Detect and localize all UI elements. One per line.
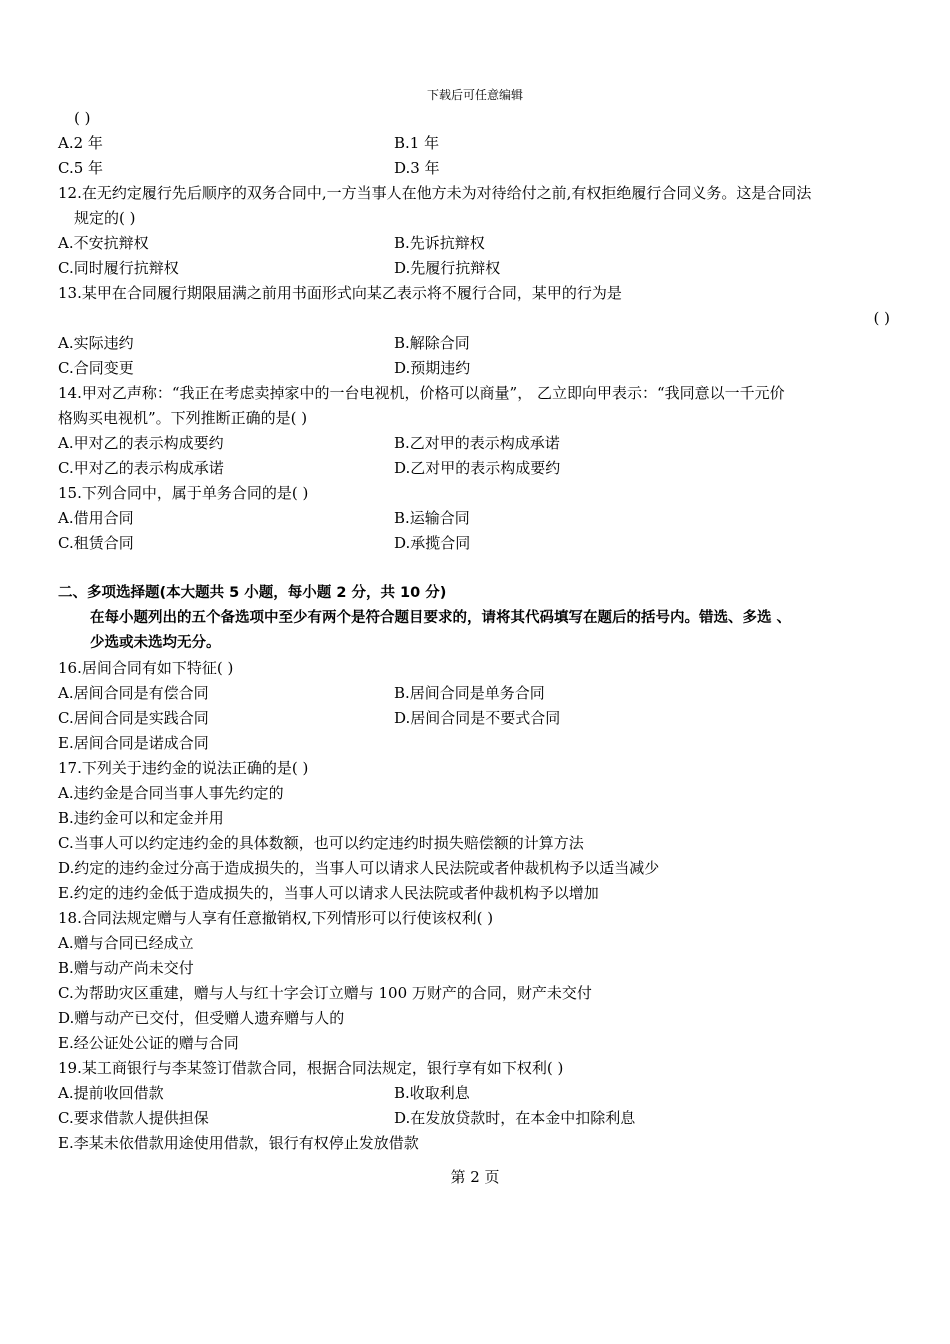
page-number: 第 2 页: [450, 1168, 500, 1186]
q14-options-row2: [58, 456, 898, 481]
q13-options-row2: [58, 356, 898, 381]
q18-stem: 18.合同法规定赠与人享有任意撤销权,下列情形可以行使该权利( ): [58, 909, 494, 927]
q17-option-d: D.约定的违约金过分高于造成损失的，当事人可以请求人民法院或者仲裁机构予以适当减少: [58, 859, 660, 877]
q14-option-a: A.甲对乙的表示构成要约: [58, 434, 224, 452]
section2-instructions: 在每小题列出的五个备选项中至少有两个是符合题目要求的，请将其代码填写在题后的括号内。错选、多选 、: [90, 610, 792, 626]
q18-option-e: E.经公证处公证的赠与合同: [58, 1034, 239, 1052]
q11-option-a: A.2 年: [58, 134, 103, 152]
q16-options-row2: [58, 706, 898, 731]
q18-option-a: A.赠与合同已经成立: [58, 934, 194, 952]
question-content: [58, 106, 898, 1156]
q16-stem: 16.居间合同有如下特征( ): [58, 659, 234, 677]
q12-option-d: D.先履行抗辩权: [394, 259, 501, 277]
q16-option-e: E.居间合同是诺成合同: [58, 734, 209, 752]
q19-option-a: A.提前收回借款: [58, 1084, 164, 1102]
q16-option-b: B.居间合同是单务合同: [394, 684, 545, 702]
q19-option-d: D.在发放贷款时，在本金中扣除利息: [394, 1109, 636, 1127]
q12-stem: 12.在无约定履行先后顺序的双务合同中,一方当事人在他方未为对待给付之前,有权拒绝履行合同义务。这是合同法: [58, 184, 812, 202]
q12-option-b: B.先诉抗辩权: [394, 234, 485, 252]
q18-option-d: D.赠与动产已交付，但受赠人遗弃赠与人的: [58, 1009, 345, 1027]
section-gap: [58, 556, 898, 581]
q19-option-c: C.要求借款人提供担保: [58, 1109, 209, 1127]
q15-options-row2: [58, 531, 898, 556]
q11-options-row2: [58, 156, 898, 181]
q19-option-b: B.收取利息: [394, 1084, 470, 1102]
q16-options-row1: [58, 681, 898, 706]
q11-bracket: ( ): [74, 109, 91, 127]
q14-stem: 14.甲对乙声称：“我正在考虑卖掉家中的一台电视机，价格可以商量”， 乙立即向甲表示：“我同意以一千元价: [58, 384, 785, 402]
q19-stem: 19.某工商银行与李某签订借款合同，根据合同法规定，银行享有如下权利( ): [58, 1059, 564, 1077]
page-header: 下载后可任意编辑: [426, 88, 523, 102]
q18-option-b: B.赠与动产尚未交付: [58, 959, 194, 977]
q16-option-d: D.居间合同是不要式合同: [394, 709, 561, 727]
q17-stem: 17.下列关于违约金的说法正确的是( ): [58, 759, 309, 777]
q15-option-a: A.借用合同: [58, 509, 134, 527]
q13-options-row1: [58, 331, 898, 356]
q15-options-row1: [58, 506, 898, 531]
q16-option-a: A.居间合同是有偿合同: [58, 684, 209, 702]
q14-options-row1: [58, 431, 898, 456]
q13-option-c: C.合同变更: [58, 359, 134, 377]
q12-option-a: A.不安抗辩权: [58, 234, 149, 252]
q14-stem-cont: 格购买电视机”。下列推断正确的是( ): [58, 409, 308, 427]
q15-option-d: D.承揽合同: [394, 534, 471, 552]
q12-options-row2: [58, 256, 898, 281]
q19-option-e: E.李某未依借款用途使用借款，银行有权停止发放借款: [58, 1134, 419, 1152]
q15-stem: 15.下列合同中，属于单务合同的是( ): [58, 484, 309, 502]
q12-options-row1: [58, 231, 898, 256]
q17-option-a: A.违约金是合同当事人事先约定的: [58, 784, 284, 802]
q19-options-row2: [58, 1106, 898, 1131]
q11-option-b: B.1 年: [394, 134, 440, 152]
q12-stem-cont: 规定的( ): [74, 209, 136, 227]
section2-instructions-cont: 少选或未选均无分。: [90, 635, 221, 651]
q14-option-d: D.乙对甲的表示构成要约: [394, 459, 561, 477]
section2-title: 二、多项选择题(本大题共 5 小题，每小题 2 分，共 10 分): [58, 585, 447, 601]
q14-option-c: C.甲对乙的表示构成承诺: [58, 459, 224, 477]
q11-options-row1: [58, 131, 898, 156]
q13-option-b: B.解除合同: [394, 334, 470, 352]
q15-option-b: B.运输合同: [394, 509, 470, 527]
q18-option-c: C.为帮助灾区重建，赠与人与红十字会订立赠与 100 万财产的合同，财产未交付: [58, 984, 592, 1002]
q17-option-c: C.当事人可以约定违约金的具体数额，也可以约定违约时损失赔偿额的计算方法: [58, 834, 584, 852]
q13-bracket: ( ): [873, 309, 890, 327]
q12-option-c: C.同时履行抗辩权: [58, 259, 179, 277]
q17-option-e: E.约定的违约金低于造成损失的，当事人可以请求人民法院或者仲裁机构予以增加: [58, 884, 599, 902]
q17-option-b: B.违约金可以和定金并用: [58, 809, 224, 827]
q16-option-c: C.居间合同是实践合同: [58, 709, 209, 727]
q11-option-d: D.3 年: [394, 159, 440, 177]
q13-option-a: A.实际违约: [58, 334, 134, 352]
q14-option-b: B.乙对甲的表示构成承诺: [394, 434, 560, 452]
q19-options-row1: [58, 1081, 898, 1106]
q11-option-c: C.5 年: [58, 159, 104, 177]
q15-option-c: C.租赁合同: [58, 534, 134, 552]
q13-stem: 13.某甲在合同履行期限届满之前用书面形式向某乙表示将不履行合同，某甲的行为是: [58, 284, 622, 302]
q13-option-d: D.预期违约: [394, 359, 471, 377]
